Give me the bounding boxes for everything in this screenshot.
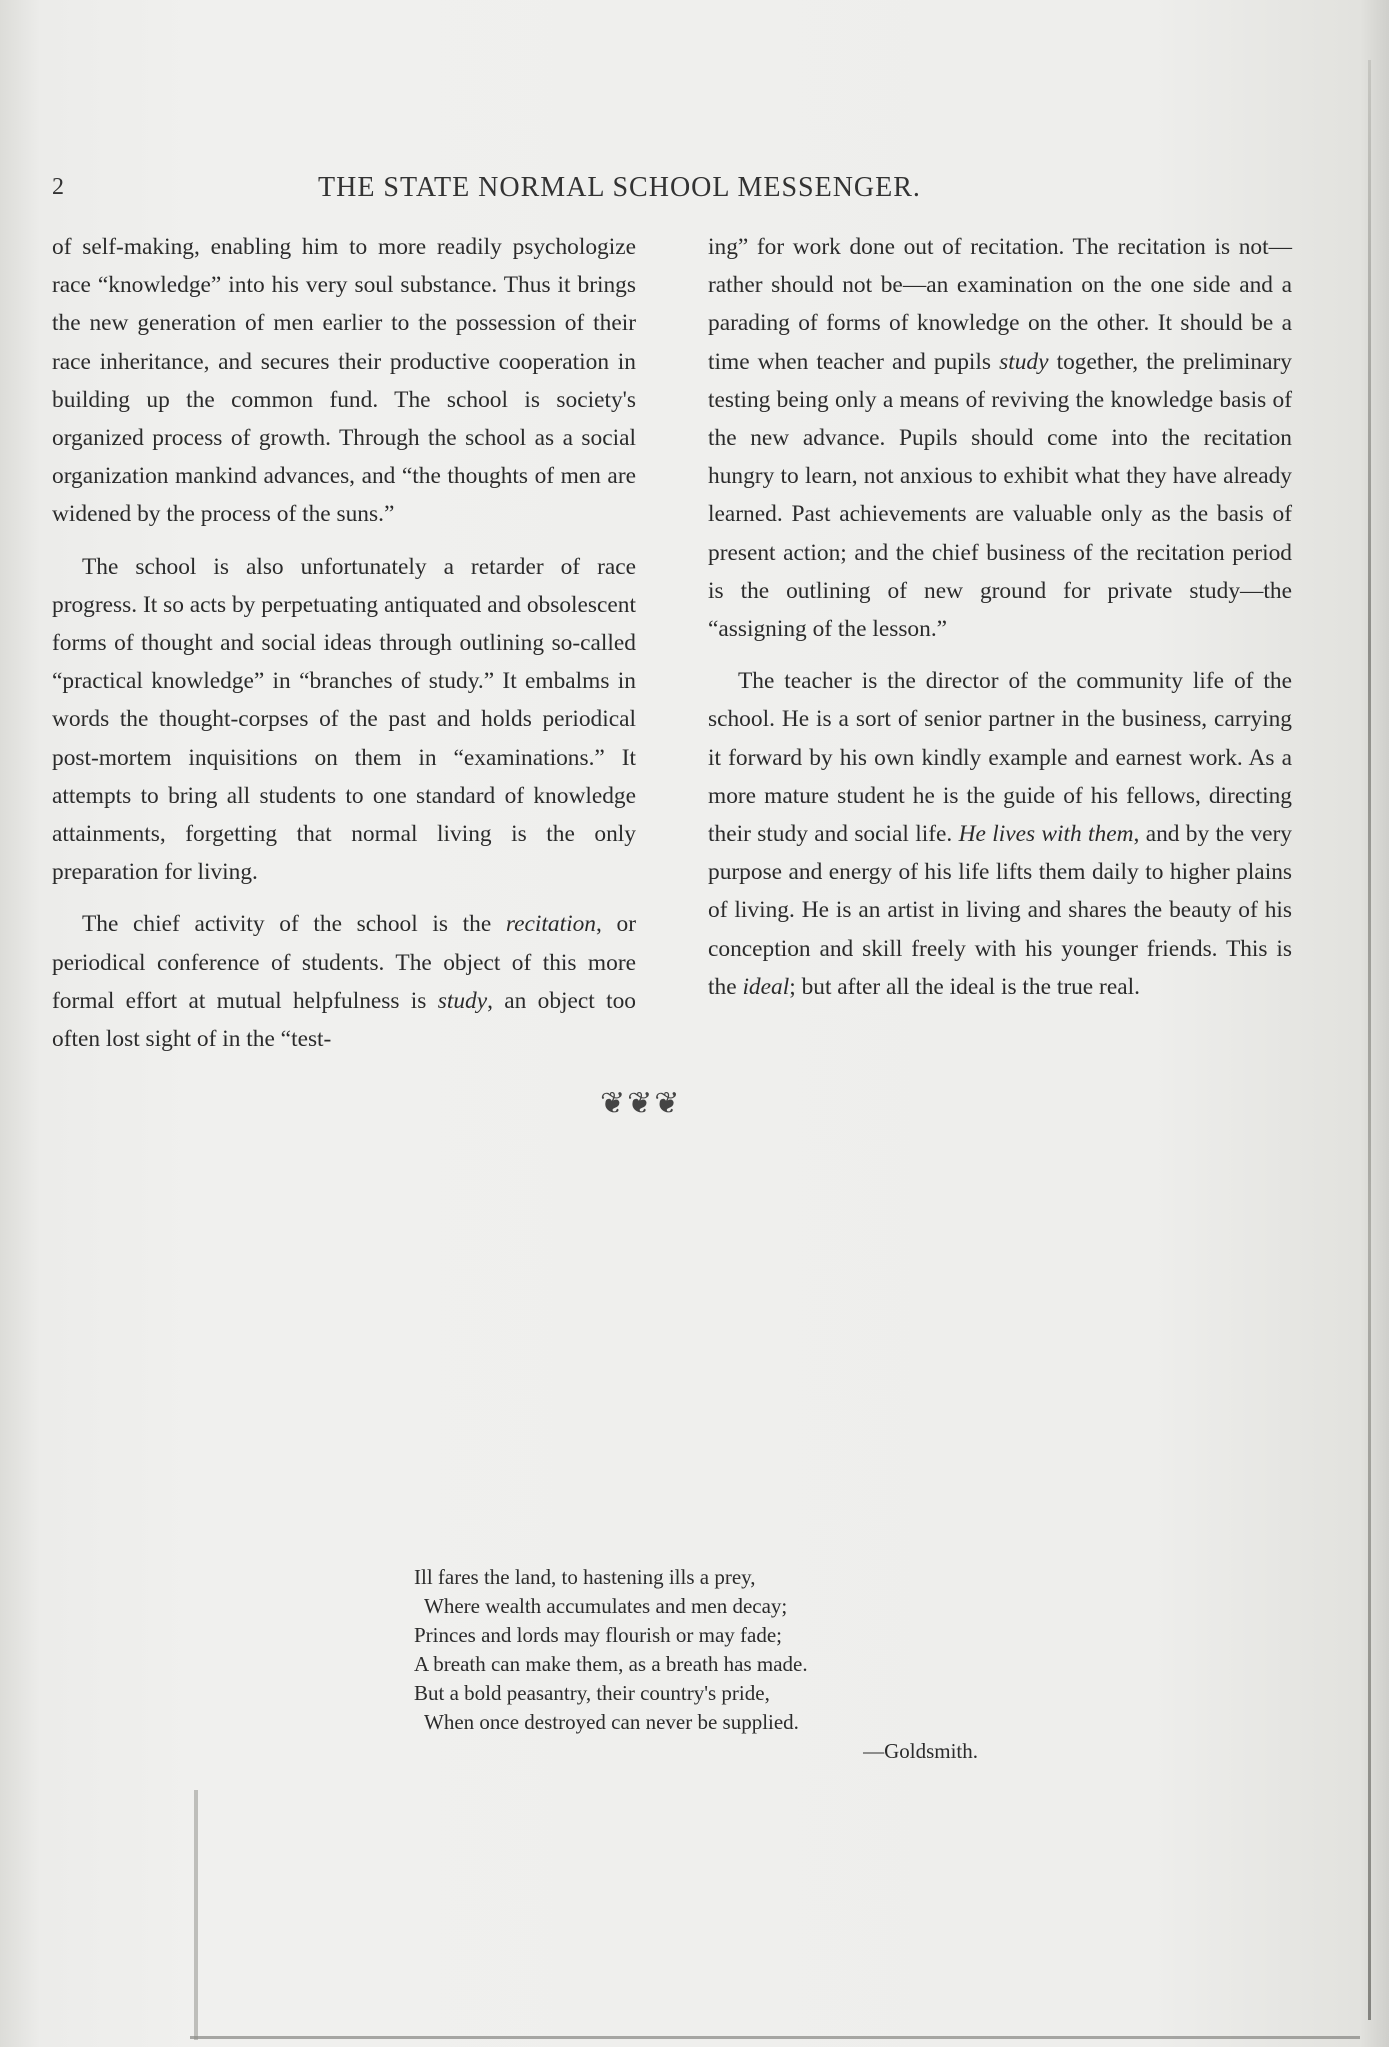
section-ornament: ❦❦❦ [600, 1087, 682, 1120]
poem-line: But a bold peasantry, their country's pride, [414, 1681, 770, 1705]
text-run: ing” for work done out of recitation. The recitation is not—rather should not be—an examination on the one side and a parading of forms of knowledge on the other. It should be a time when teacher and pupils [708, 234, 1292, 375]
paragraph [708, 662, 1292, 1006]
paragraph: The school is also unfortunately a retarder of race progress. It so acts by perpetuating antiquated and obsolescent forms of thought and social ideas through outlining so-called “practical knowledge” in “branches of study.” It embalms in words the thought-corpses of the past and holds periodical post-mortem inquisitions on them in “examinations.” It attempts to bring all students to one standard of knowledge attainments, forgetting that normal living is the only preparation for living. [52, 553, 636, 886]
text-run: The chief activity of the school is the [82, 911, 506, 938]
paragraph: of self-making, enabling him to more readily psychologize race “knowledge” into his very soul substance. Thus it brings the new generation of men earlier to the possession of their race inheritance, and secures their productive cooperation in building up the common fund. The school is society's organized process of growth. Through the school as a social organization mankind advances, and “the thoughts of men are widened by the process of the suns.” [52, 234, 636, 528]
paragraph [52, 905, 636, 1058]
right-column [708, 228, 1292, 1006]
text-run: together, the preliminary testing being only a means of reviving the knowledge basis of the new advance. Pupils should come into the recitation hungry to learn, not anxious to exhibit what they have already learned. Past achievements are valuable only as the basis of present action; and the chief business of the recitation period is the outlining of new ground for private study—the “assigning of the lesson.” [708, 348, 1292, 643]
text-run: , or periodical conference of students. The object of this more formal effort at mutual helpfulness is [52, 911, 636, 1014]
text-run: The teacher is the director of the community life of the school. He is a sort of senior partner in the business, carrying it forward by his own kindly example and earnest work. As a more mature student he is the guide of his fellows, directing their study and social life. [708, 668, 1292, 848]
left-column [52, 228, 636, 1058]
text-run: , and by the very purpose and energy of his life lifts them daily to higher plains of living. He is an artist in living and shares the beauty of his conception and skill freely with his younger friends. This is the [708, 821, 1293, 1000]
running-title: THE STATE NORMAL SCHOOL MESSENGER. [318, 172, 921, 203]
poem [414, 1563, 984, 1766]
poem-line: Princes and lords may flourish or may fade; [414, 1623, 782, 1647]
binding-mark [194, 1790, 198, 2040]
poem-line: A breath can make them, as a breath has made. [414, 1652, 808, 1676]
page-edge-shadow [1368, 60, 1371, 2020]
emphasis: ideal [742, 973, 790, 1000]
emphasis: study [999, 348, 1049, 375]
emphasis: He lives with them [958, 821, 1134, 848]
page-number: 2 [52, 174, 64, 200]
poem-line: Where wealth accumulates and men decay; [424, 1594, 788, 1618]
poem-line: Ill fares the land, to hastening ills a prey, [414, 1565, 756, 1589]
emphasis: recitation [505, 911, 596, 938]
emphasis: study [437, 987, 488, 1014]
paragraph [708, 228, 1292, 648]
text-run: ; but after all the ideal is the true real. [789, 973, 1140, 1000]
poem-attribution: —Goldsmith. [863, 1739, 978, 1763]
text-run: , an object too often lost sight of in the “test- [52, 987, 636, 1053]
poem-line: When once destroyed can never be supplied. [424, 1710, 799, 1734]
page-bottom-edge [190, 2036, 1360, 2039]
